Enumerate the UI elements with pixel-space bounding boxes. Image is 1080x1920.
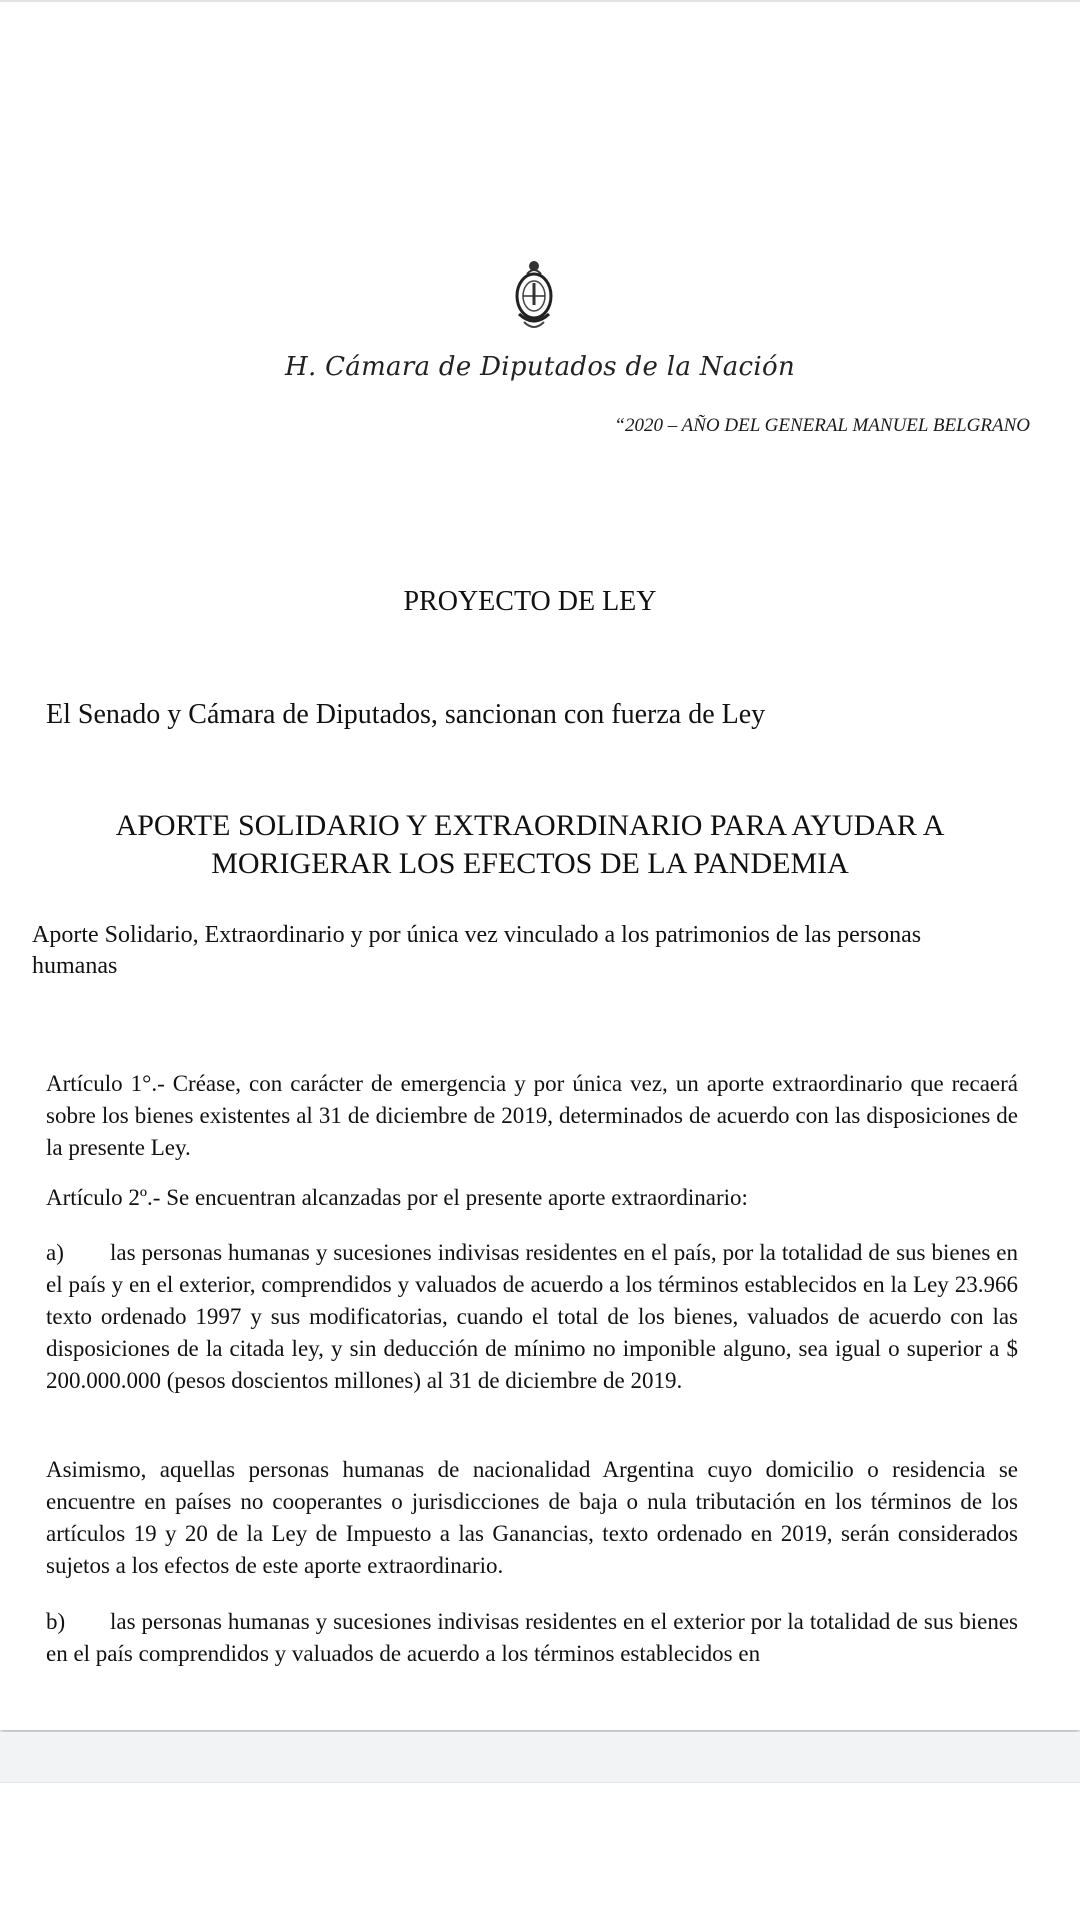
item-a-paragraph: [46, 1237, 1018, 1397]
enacting-clause: El Senado y Cámara de Diputados, sancionan con fuerza de Ley: [46, 699, 766, 730]
paragraph-text: Artículo 1°.- Créase, con carácter de emergencia y por única vez, un aporte extraordinario que recaerá sobre los bienes existentes al 31 de diciembre de 2019, determinados de acuerdo con las disposiciones de la presente Ley.: [46, 1071, 1018, 1160]
document-type-heading: PROYECTO DE LEY: [403, 586, 657, 617]
law-title: APORTE SOLIDARIO Y EXTRAORDINARIO PARA AYUDAR A MORIGERAR LOS EFECTOS DE LA PANDEMIA: [115, 809, 945, 880]
paragraph-text: las personas humanas y sucesiones indivisas residentes en el país, por la totalidad de sus bienes en el país y en el exterior, comprendidos y valuados de acuerdo a los términos establecidos en la Ley 23.966 texto ordenado 1997 y sus modificatorias, cuando el total de los bienes, valuados de acuerdo con las disposiciones de la citada ley, y sin deducción de mínimo no imponible alguno, sea igual o superior a $ 200.000.000 (pesos doscientos millones) al 31 de diciembre de 2019.: [46, 1240, 1018, 1393]
national-coat-of-arms-icon: [510, 256, 558, 340]
item-marker: b): [46, 1609, 66, 1634]
item-marker: a): [46, 1240, 64, 1265]
article-1-paragraph: [46, 1068, 1018, 1164]
paragraph-text: Asimismo, aquellas personas humanas de nacionalidad Argentina cuyo domicilio o residencia se encuentre en países no cooperantes o jurisdicciones de baja o nula tributación en los términos de los artículos 19 y 20 de la Ley de Impuesto a las Ganancias, texto ordenado en 2019, serán considerados sujetos a los efectos de este aporte extraordinario.: [46, 1457, 1018, 1578]
law-subtitle: Aporte Solidario, Extraordinario y por única vez vinculado a los patrimonios de las personas humanas: [32, 922, 922, 979]
article-2-paragraph: [46, 1182, 1018, 1214]
nationality-paragraph: [46, 1454, 1018, 1582]
year-motto: “2020 – AÑO DEL GENERAL MANUEL BELGRANO: [614, 415, 1030, 436]
item-b-paragraph: [46, 1606, 1018, 1670]
viewer-page-gap: [0, 1732, 1080, 1783]
paragraph-text: las personas humanas y sucesiones indivisas residentes en el exterior por la totalidad de sus bienes en el país comprendidos y valuados de acuerdo a los términos establecidos en: [46, 1609, 1018, 1666]
institution-name: H. Cámara de Diputados de la Nación: [284, 352, 796, 382]
paragraph-text: Artículo 2º.- Se encuentran alcanzadas por el presente aporte extraordinario:: [46, 1185, 748, 1210]
